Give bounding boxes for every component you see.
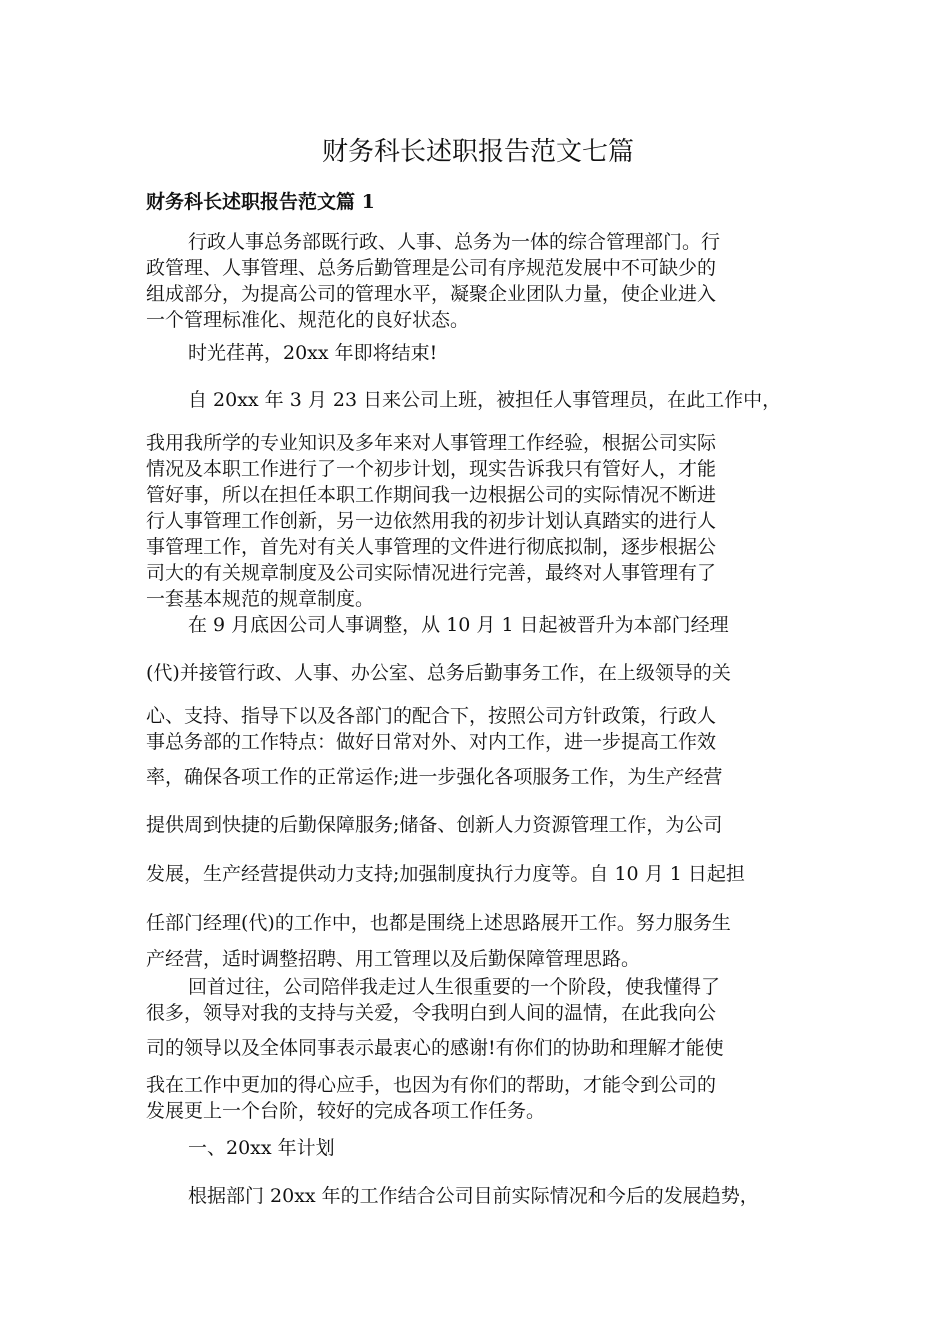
paragraph-line: 心、支持、指导下以及各部门的配合下，按照公司方针政策，行政人 bbox=[146, 705, 717, 727]
paragraph-line: 自 20xx 年 3 月 23 日来公司上班，被担任人事管理员，在此工作中， bbox=[188, 389, 782, 411]
paragraph-line: (代)并接管行政、人事、办公室、总务后勤事务工作，在上级领导的关 bbox=[146, 662, 731, 684]
paragraph-line: 情况及本职工作进行了一个初步计划，现实告诉我只有管好人，才能 bbox=[146, 458, 717, 480]
paragraph-line: 发展，生产经营提供动力支持;加强制度执行力度等。自 10 月 1 日起担 bbox=[146, 863, 745, 885]
paragraph-line: 一套基本规范的规章制度。 bbox=[146, 588, 375, 610]
paragraph-line: 事管理工作，首先对有关人事管理的文件进行彻底拟制，逐步根据公 bbox=[146, 536, 717, 558]
paragraph-line: 发展更上一个台阶，较好的完成各项工作任务。 bbox=[146, 1100, 546, 1122]
paragraph-line: 政管理、人事管理、总务后勤管理是公司有序规范发展中不可缺少的 bbox=[146, 257, 717, 279]
paragraph-line: 我用我所学的专业知识及多年来对人事管理工作经验，根据公司实际 bbox=[146, 432, 717, 454]
paragraph-line: 司大的有关规章制度及公司实际情况进行完善，最终对人事管理有了 bbox=[146, 562, 717, 584]
paragraph-line: 管好事，所以在担任本职工作期间我一边根据公司的实际情况不断进 bbox=[146, 484, 717, 506]
paragraph-line: 行政人事总务部既行政、人事、总务为一体的综合管理部门。行 bbox=[188, 231, 721, 253]
paragraph-line: 产经营，适时调整招聘、用工管理以及后勤保障管理思路。 bbox=[146, 948, 641, 970]
paragraph-line: 在 9 月底因公司人事调整，从 10 月 1 日起被晋升为本部门经理 bbox=[188, 614, 729, 636]
paragraph-line: 任部门经理(代)的工作中，也都是围绕上述思路展开工作。努力服务生 bbox=[146, 912, 731, 934]
paragraph-line: 提供周到快捷的后勤保障服务;储备、创新人力资源管理工作，为公司 bbox=[146, 814, 723, 836]
paragraph-line: 司的领导以及全体同事表示最衷心的感谢!有你们的协助和理解才能使 bbox=[146, 1037, 724, 1059]
document-title: 财务科长述职报告范文七篇 bbox=[321, 137, 634, 167]
paragraph-line: 事总务部的工作特点：做好日常对外、对内工作，进一步提高工作效 bbox=[146, 731, 717, 753]
section-item: 一、20xx 年计划 bbox=[188, 1137, 335, 1159]
paragraph-line: 组成部分，为提高公司的管理水平，凝聚企业团队力量，使企业进入 bbox=[146, 283, 717, 305]
paragraph-line: 根据部门 20xx 年的工作结合公司目前实际情况和今后的发展趋势， bbox=[188, 1185, 759, 1207]
paragraph-line: 率，确保各项工作的正常运作;进一步强化各项服务工作，为生产经营 bbox=[146, 766, 723, 788]
paragraph-line: 时光荏苒，20xx 年即将结束! bbox=[188, 342, 438, 364]
paragraph-line: 一个管理标准化、规范化的良好状态。 bbox=[146, 309, 470, 331]
paragraph-line: 回首过往，公司陪伴我走过人生很重要的一个阶段，使我懂得了 bbox=[188, 976, 721, 998]
paragraph-line: 很多，领导对我的支持与关爱，令我明白到人间的温情，在此我向公 bbox=[146, 1002, 717, 1024]
paragraph-line: 我在工作中更加的得心应手，也因为有你们的帮助，才能令到公司的 bbox=[146, 1074, 717, 1096]
section-heading: 财务科长述职报告范文篇 1 bbox=[146, 191, 375, 213]
paragraph-line: 行人事管理工作创新，另一边依然用我的初步计划认真踏实的进行人 bbox=[146, 510, 717, 532]
